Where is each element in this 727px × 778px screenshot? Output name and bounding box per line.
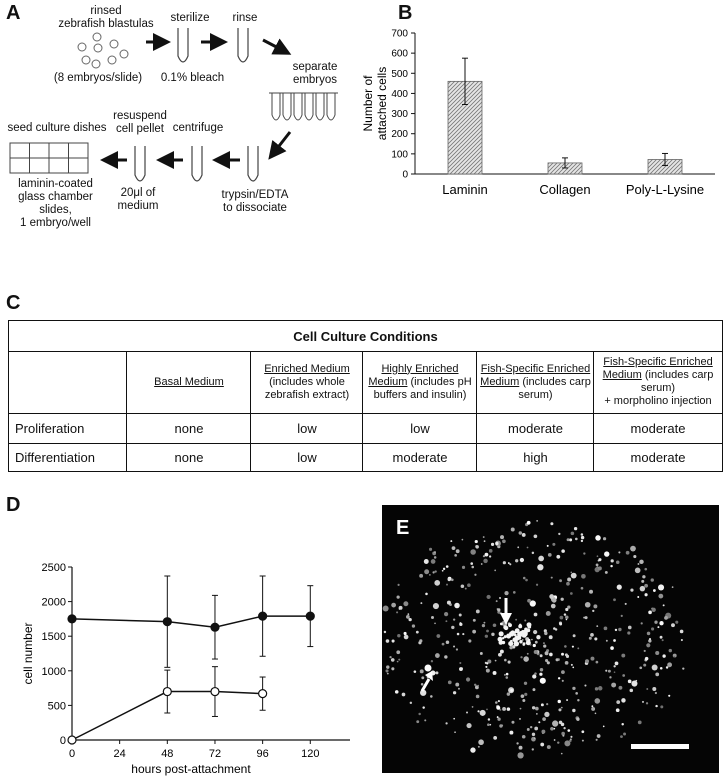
table-cell: moderate [630, 449, 686, 465]
y-axis-label: Number ofattached cells [361, 66, 389, 141]
blastula-circles [78, 33, 128, 68]
col-header-fish-specific-morpholino: Fish-Specific Enriched Medium (includes carp serum) + morpholino injection [602, 356, 714, 407]
y-tick-label: 500 [47, 700, 66, 713]
bar-chart-attached-cells [360, 20, 725, 225]
panel-label-c: C [6, 292, 21, 314]
cell-speckles [383, 520, 685, 758]
step-resuspend-label: resuspend cell pellet [113, 110, 167, 135]
table-divider [476, 351, 477, 471]
table-cell: low [297, 420, 317, 436]
y-tick-label: 2500 [41, 562, 66, 574]
y-tick-label: 300 [391, 109, 408, 121]
step-rinse-label: rinse [232, 12, 258, 24]
step-blastulas-label: rinsed zebrafish blastulas [58, 5, 154, 30]
table-cell: low [410, 420, 430, 436]
table-divider [250, 351, 251, 471]
data-point [259, 612, 267, 620]
table-cell: low [297, 449, 317, 465]
series-line [72, 616, 310, 627]
tube-sterilize [178, 28, 188, 62]
table-title: Cell Culture Conditions [9, 321, 722, 352]
data-point [306, 612, 314, 620]
workflow-graphics [0, 0, 390, 240]
step-seed-label: seed culture dishes [7, 122, 107, 134]
y-axis-label: cell number [21, 622, 35, 685]
micrograph-panel [382, 505, 719, 773]
panel-label-e: E [396, 517, 410, 539]
panel-label-a: A [6, 2, 21, 24]
x-tick-label: 72 [208, 748, 222, 760]
x-tick-label: 24 [113, 748, 126, 760]
chamber-slide-grid [10, 143, 88, 173]
y-tick-label: 400 [391, 88, 408, 100]
micrograph-image [382, 505, 719, 773]
row-label-proliferation: Proliferation [15, 420, 85, 436]
table-divider [362, 351, 363, 471]
table-cell: moderate [392, 449, 448, 465]
step-separate-label: separate embryos [292, 61, 338, 86]
culture-conditions-table [8, 320, 723, 472]
x-tick-label: 96 [256, 748, 269, 760]
y-tick-label: 600 [391, 48, 408, 60]
y-tick-label: 500 [391, 68, 408, 80]
data-point [259, 690, 267, 698]
x-tick-label: 0 [68, 748, 76, 760]
category-label: Laminin [442, 182, 488, 197]
data-point [163, 688, 171, 696]
table-divider [593, 351, 594, 471]
col-header-basal: Basal Medium [154, 375, 224, 388]
col-header-fish-specific: Fish-Specific Enriched Medium (includes carp serum) [480, 362, 591, 401]
table-cell: moderate [630, 420, 686, 436]
col-header-highly-enriched: Highly Enriched Medium (includes pH buffers and insulin) [368, 362, 472, 401]
step-trypsin-note: trypsin/EDTA to dissociate [221, 189, 289, 214]
data-point [68, 615, 76, 623]
step-medium-note: 20μl of medium [117, 187, 159, 212]
row-label-differentiation: Differentiation [15, 449, 95, 465]
panel-label-b: B [398, 2, 413, 24]
workflow-arrows [106, 40, 290, 160]
data-point [211, 623, 219, 631]
table-cell: moderate [508, 420, 563, 436]
category-label: Poly-L-Lysine [625, 182, 705, 197]
table-cell: none [174, 449, 204, 465]
y-tick-label: 700 [391, 28, 408, 40]
step-seed-note: laminin-coated glass chamber slides, 1 embryo/well [18, 178, 93, 229]
category-label: Collagen [539, 182, 591, 197]
table-divider [126, 351, 127, 471]
step-centrifuge-label: centrifuge [172, 122, 224, 134]
data-point [163, 618, 171, 626]
y-tick-label: 0 [59, 735, 66, 747]
step-sterilize-note: 0.1% bleach [160, 72, 225, 84]
x-tick-label: 48 [161, 748, 174, 760]
y-tick-label: 0 [402, 169, 408, 181]
data-point [68, 736, 76, 744]
y-tick-label: 200 [391, 129, 408, 141]
y-tick-label: 1000 [41, 665, 66, 678]
tube-rinse [238, 28, 248, 62]
panel-label-d: D [6, 494, 21, 516]
tube-row-separate [269, 93, 338, 120]
y-tick-label: 2000 [41, 596, 66, 609]
step-blastulas-note: (8 embryos/slide) [53, 72, 143, 84]
col-header-enriched: Enriched Medium (includes whole zebrafish extract) [264, 362, 350, 401]
y-tick-label: 100 [391, 149, 408, 161]
x-tick-label: 120 [301, 748, 320, 760]
step-sterilize-label: sterilize [170, 12, 210, 24]
scale-bar [631, 744, 689, 749]
x-axis-label: hours post-attachment [131, 762, 251, 776]
y-tick-label: 1500 [41, 631, 66, 644]
tube-centrifuge [192, 146, 202, 181]
table-cell: high [523, 449, 548, 465]
table-divider [9, 413, 722, 414]
tube-resuspend [135, 146, 145, 181]
line-chart-cell-number [20, 555, 360, 777]
table-cell: none [174, 420, 204, 436]
tube-trypsin [248, 146, 258, 181]
table-divider [9, 443, 722, 444]
data-point [211, 688, 219, 696]
